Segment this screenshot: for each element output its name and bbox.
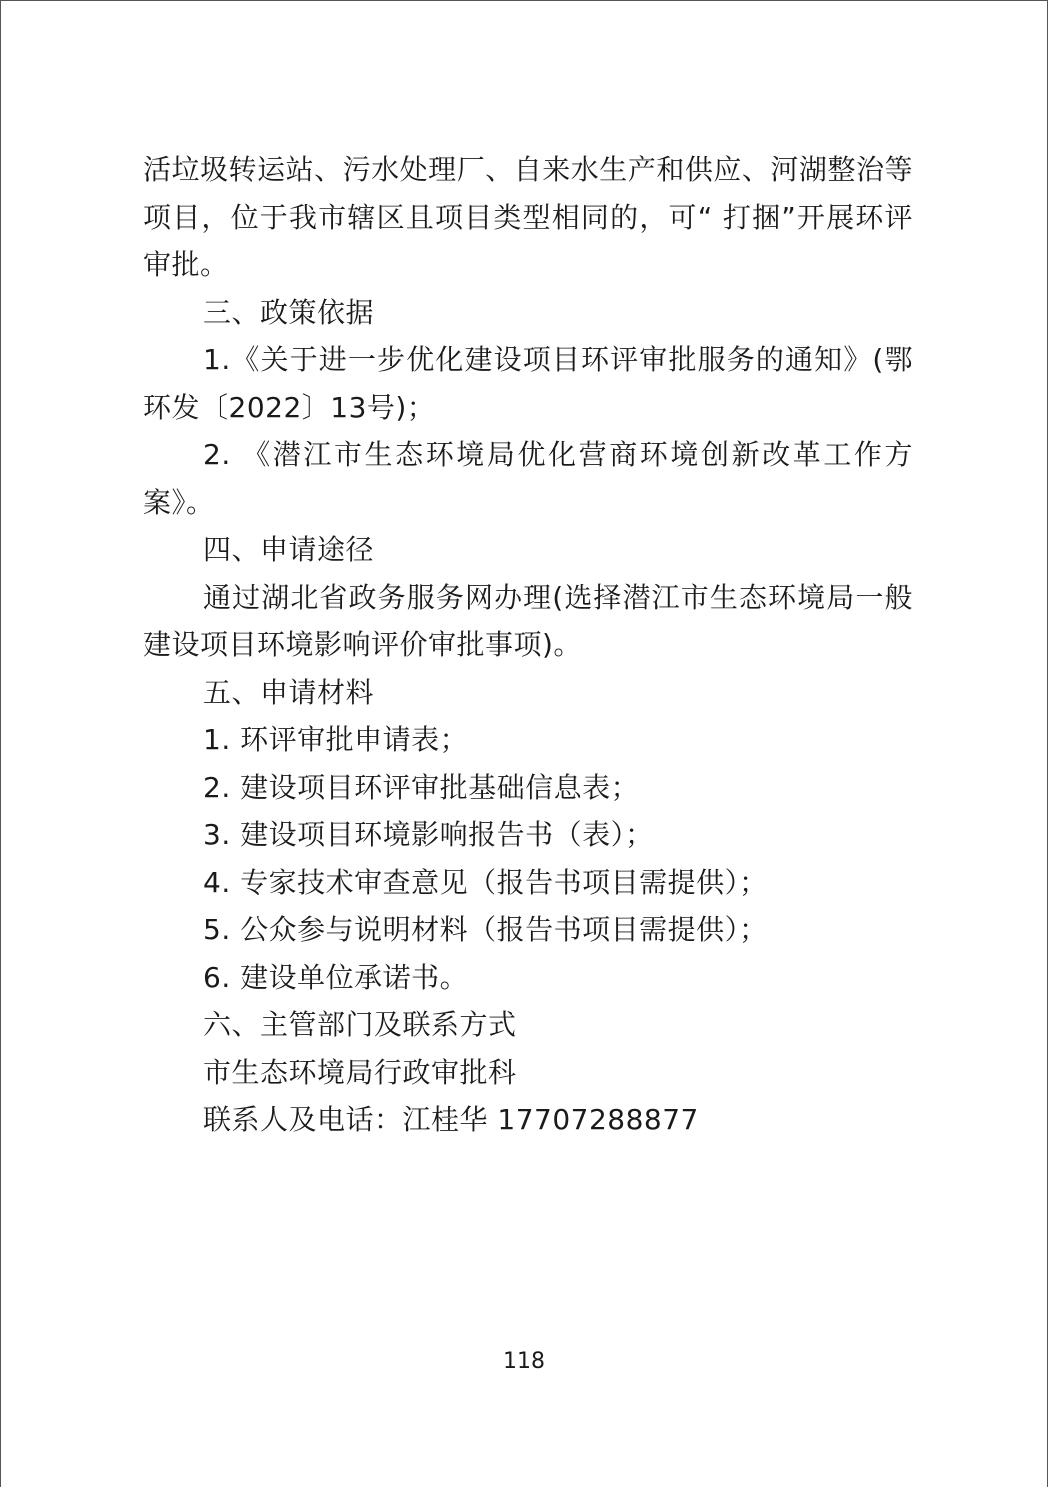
material-item-1: 1. 环评审批申请表； [203,723,469,756]
section-heading-policy-basis: 三、政策依据 [203,295,375,329]
contact-person-phone: 联系人及电话：江桂华 17707288877 [203,1103,699,1136]
material-item-3: 3. 建设项目环境影响报告书（表）； [203,818,654,851]
policy-item-2: 2. 《潜江市生态环境局优化营商环境创新改革工作方案》。 [143,438,913,519]
material-item-2: 2. 建设项目环评审批基础信息表； [203,770,640,804]
policy-item-1: 1.《关于进一步优化建设项目环评审批服务的通知》(鄂环发〔2022〕13号)； [143,343,913,424]
page-number: 118 [503,1349,545,1374]
material-item-5: 5. 公众参与说明材料（报告书项目需提供）； [203,913,768,946]
material-item-4: 4. 专家技术审查意见（报告书项目需提供）； [203,865,768,899]
document-body [143,146,913,1144]
paragraph-continuation: 活垃圾转运站、污水处理厂、自来水生产和供应、河湖整治等项目，位于我市辖区且项目类型相同的，可“ 打捆”开展环评审批。 [143,153,913,281]
application-channel-text: 通过湖北省政务服务网办理(选择潜江市生态环境局一般建设项目环境影响评价审批事项)。 [143,580,913,661]
department-name: 市生态环境局行政审批科 [203,1055,517,1089]
section-heading-materials: 五、申请材料 [203,675,375,709]
material-item-6: 6. 建设单位承诺书。 [203,960,469,994]
section-heading-department-contact: 六、主管部门及联系方式 [203,1008,517,1041]
section-heading-application-channel: 四、申请途径 [203,533,375,566]
